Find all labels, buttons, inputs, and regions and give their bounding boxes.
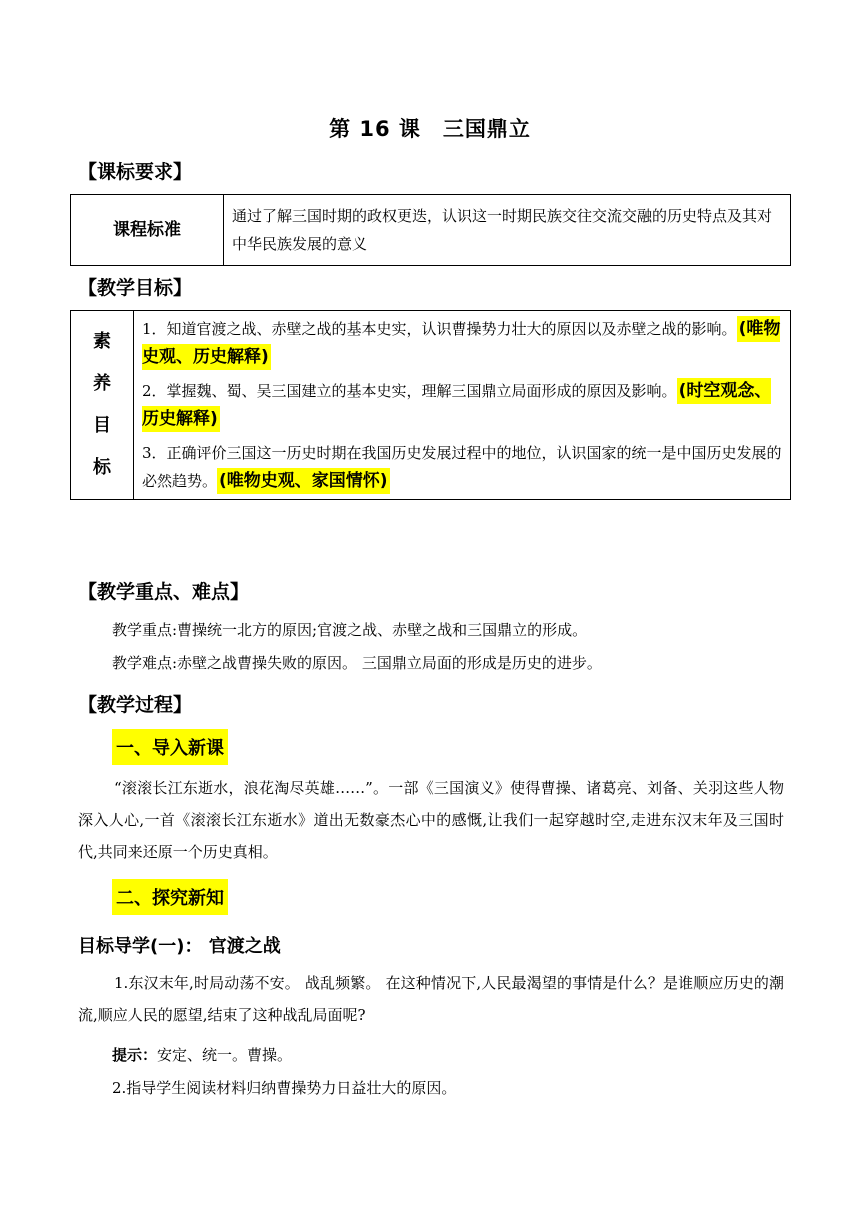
heading-curriculum: 【课标要求】 bbox=[78, 161, 193, 183]
curriculum-table bbox=[70, 194, 791, 266]
goal-text: 2．掌握魏、蜀、吴三国建立的基本史实，理解三国鼎立局面形成的原因及影响。 bbox=[142, 382, 677, 400]
hint-text: 安定、统一。曹操。 bbox=[157, 1046, 293, 1064]
goal-tag: (时空观念、历史解释) bbox=[142, 378, 771, 432]
question-2: 2.指导学生阅读材料归纳曹操势力日益壮大的原因。 bbox=[112, 1079, 457, 1097]
intro-text: “滚滚长江东逝水，浪花淘尽英雄……”。一部《三国演义》使得曹操、诸葛亮、刘备、关羽这些人物深入人心,一首《滚滚长江东逝水》道出无数豪杰心中的感慨,让我们一起穿越时空,走进东汉末年及三国时代,共同来还原一个历史真相。 bbox=[78, 779, 784, 861]
goal-text: 3．正确评价三国这一历史时期在我国历史发展过程中的地位，认识国家的统一是中国历史发展的必然趋势。 bbox=[142, 444, 782, 490]
goal-tag: (唯物史观、历史解释) bbox=[142, 316, 780, 370]
heading-key-points: 【教学重点、难点】 bbox=[78, 581, 250, 603]
goals-key bbox=[71, 311, 134, 500]
goals-key-char: 养 bbox=[93, 373, 111, 394]
hint bbox=[112, 1044, 292, 1065]
goals-key-char: 目 bbox=[93, 415, 111, 436]
goal-text: 1．知道官渡之战、赤壁之战的基本史实，认识曹操势力壮大的原因以及赤壁之战的影响。 bbox=[142, 320, 737, 338]
goals-key-char: 素 bbox=[93, 331, 111, 352]
goal-item bbox=[142, 315, 782, 371]
curriculum-text: 通过了解三国时期的政权更迭，认识这一时期民族交往交流交融的历史特点及其对中华民族发展的意义 bbox=[224, 195, 791, 266]
goal-tag: (唯物史观、家国情怀) bbox=[217, 468, 390, 494]
goal-item bbox=[142, 377, 782, 433]
difficulty-text: 教学难点:赤壁之战曹操失败的原因。 三国鼎立局面的形成是历史的进步。 bbox=[112, 654, 602, 672]
curriculum-key: 课程标准 bbox=[71, 195, 224, 266]
page-title: 第 16 课 三国鼎立 bbox=[329, 117, 531, 141]
goals-key-char: 标 bbox=[93, 457, 111, 478]
intro-title: 一、导入新课 bbox=[112, 729, 228, 765]
goals-list bbox=[134, 311, 791, 500]
heading-goals: 【教学目标】 bbox=[78, 277, 193, 299]
goal-item bbox=[142, 439, 782, 495]
goal1-title: 目标导学(一)： 官渡之战 bbox=[78, 936, 281, 957]
heading-process: 【教学过程】 bbox=[78, 694, 193, 716]
explore-title: 二、探究新知 bbox=[112, 879, 228, 915]
goals-table bbox=[70, 310, 791, 500]
key-point-text: 教学重点:曹操统一北方的原因;官渡之战、赤壁之战和三国鼎立的形成。 bbox=[112, 621, 588, 639]
question-1: 1.东汉末年,时局动荡不安。 战乱频繁。 在这种情况下,人民最渴望的事情是什么？是谁顺应历史的潮流,顺应人民的愿望,结束了这种战乱局面呢? bbox=[78, 974, 784, 1024]
hint-label: 提示： bbox=[112, 1046, 158, 1064]
